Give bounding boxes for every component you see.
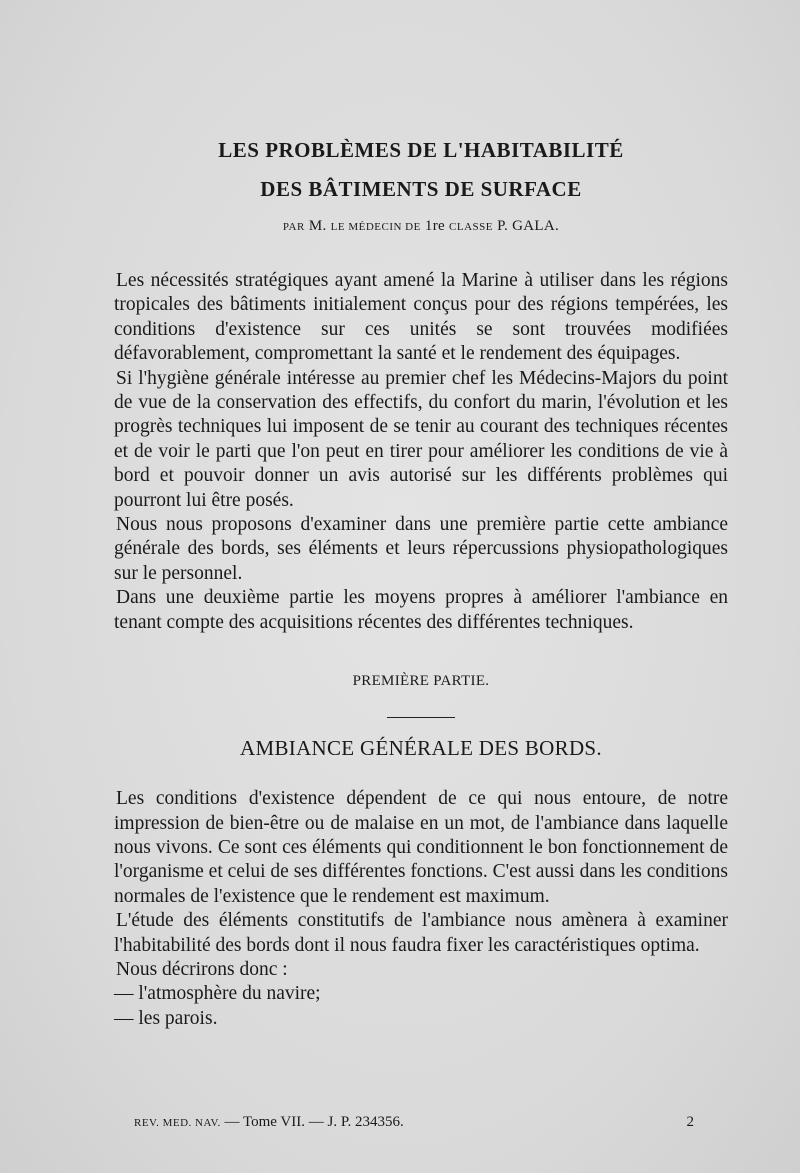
- part-label: PREMIÈRE PARTIE.: [352, 673, 490, 690]
- section-paragraph: L'étude des éléments constitutifs de l'ambiance nous amènera à examiner l'habitabilité des bords dont il nous faudra fixer les caractéristiques optima.: [114, 910, 728, 956]
- title-line-2: DES BÂTIMENTS DE SURFACE: [260, 177, 582, 201]
- list-item: — les parois.: [114, 1007, 218, 1029]
- page-footer: [134, 1114, 694, 1131]
- section-divider: [387, 717, 455, 718]
- footer-journal: REV. MED. NAV.: [134, 1117, 221, 1129]
- byline-par: PAR: [282, 221, 305, 233]
- page-number: 2: [686, 1114, 694, 1130]
- footer-citation: [134, 1114, 404, 1131]
- intro-paragraph: Les nécessités stratégiques ayant amené la Marine à utiliser dans les régions tropicales des bâtiments initialement conçus pour des régions tempérées, les conditions d'existence sur ces unités se sont trouvées modifiées défavorablement, compromettant la santé et le rendement des équipages.: [114, 270, 728, 365]
- intro-paragraph: Dans une deuxième partie les moyens propres à améliorer l'ambiance en tenant compte des acquisitions récentes des différentes techniques.: [114, 587, 728, 633]
- section-paragraph: Nous décrirons donc :: [116, 958, 288, 980]
- page-content: [114, 138, 728, 1031]
- byline: [114, 218, 728, 235]
- byline-classe: CLASSE: [449, 221, 493, 233]
- section-paragraph: Les conditions d'existence dépendent de ce qui nous entoure, de notre impression de bien-être ou de malaise en un mot, de l'ambiance dans laquelle nous vivons. Ce sont ces éléments qui conditionnent le bon fonctionnement de l'organisme et celui de ses différentes fonctions. C'est aussi dans les conditions normales de l'existence que le rendement est maximum.: [114, 788, 728, 907]
- title-line-1: LES PROBLÈMES DE L'HABITABILITÉ: [218, 138, 624, 162]
- intro-paragraph: Nous nous proposons d'examiner dans une première partie cette ambiance générale des bords, ses éléments et leurs répercussions physiopathologiques sur le personnel.: [114, 514, 728, 584]
- byline-m: M.: [308, 218, 327, 234]
- section-title: AMBIANCE GÉNÉRALE DES BORDS.: [240, 736, 602, 761]
- footer-volume: — Tome VII. — J. P. 234356.: [224, 1114, 404, 1130]
- byline-le-medecin-de: LE MÉDECIN DE: [330, 221, 421, 233]
- section-body: [114, 787, 728, 1031]
- list-item: — l'atmosphère du navire;: [114, 983, 321, 1005]
- intro-paragraph: Si l'hygiène générale intéresse au premier chef les Médecins-Majors du point de vue de la conservation des effectifs, du confort du marin, l'évolution et les progrès techniques lui imposent de se tenir au courant des techniques récentes et de voir le parti que l'on peut en tirer pour améliorer les conditions de vie à bord et pouvoir donner un avis autorisé sur les différents problèmes qui pourront lui être posés.: [114, 367, 728, 511]
- byline-author: P. GALA.: [497, 218, 560, 234]
- intro-body: [114, 269, 728, 635]
- byline-rank: 1re: [424, 218, 445, 234]
